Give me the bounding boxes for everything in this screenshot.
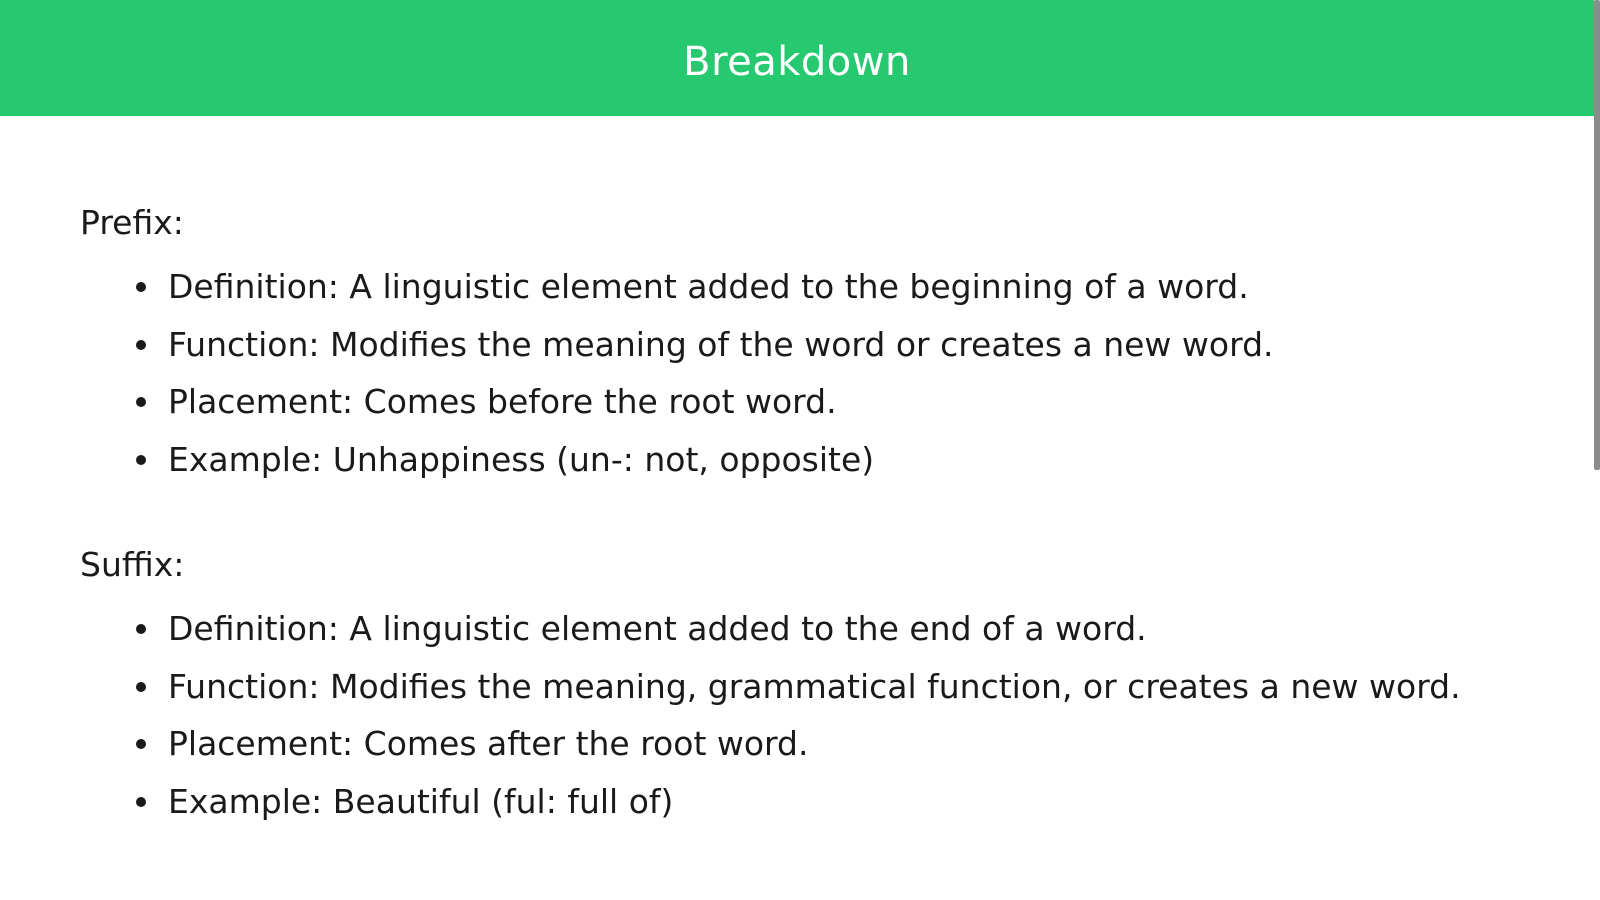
bullet-icon	[136, 739, 146, 749]
list-item-text: Definition: A linguistic element added to the beginning of a word.	[168, 267, 1249, 306]
list-item	[136, 373, 1560, 431]
bullet-icon	[136, 340, 146, 350]
list-item-text: Definition: A linguistic element added to the end of a word.	[168, 609, 1147, 648]
prefix-bullet-list	[80, 258, 1560, 488]
list-item-text: Example: Beautiful (ful: full of)	[168, 781, 674, 821]
bullet-icon	[136, 455, 146, 465]
bullet-icon	[136, 682, 146, 692]
list-item	[136, 431, 1560, 489]
list-item	[136, 316, 1560, 374]
bullet-icon	[136, 797, 146, 807]
vertical-scrollbar[interactable]	[1594, 0, 1600, 470]
list-item	[136, 258, 1560, 316]
content-area	[80, 200, 1560, 884]
bullet-icon	[136, 282, 146, 292]
section-heading-suffix: Suffix:	[80, 545, 185, 584]
suffix-bullet-list	[80, 600, 1560, 830]
list-item-text: Function: Modifies the meaning of the word or creates a new word.	[168, 324, 1274, 364]
section-heading-prefix: Prefix:	[80, 203, 184, 242]
list-item	[136, 600, 1560, 658]
bullet-icon	[136, 397, 146, 407]
bullet-icon	[136, 624, 146, 634]
suffix-section	[80, 542, 1560, 830]
list-item	[136, 773, 1560, 831]
list-item	[136, 658, 1560, 716]
prefix-section	[80, 200, 1560, 488]
page-title: Breakdown	[683, 39, 911, 85]
list-item-text: Example: Unhappiness (un-: not, opposite)	[168, 439, 875, 479]
header-bar	[0, 0, 1594, 116]
list-item	[136, 715, 1560, 773]
list-item-text: Placement: Comes after the root word.	[168, 724, 809, 763]
list-item-text: Function: Modifies the meaning, grammatical function, or creates a new word.	[168, 666, 1461, 706]
list-item-text: Placement: Comes before the root word.	[168, 382, 837, 421]
